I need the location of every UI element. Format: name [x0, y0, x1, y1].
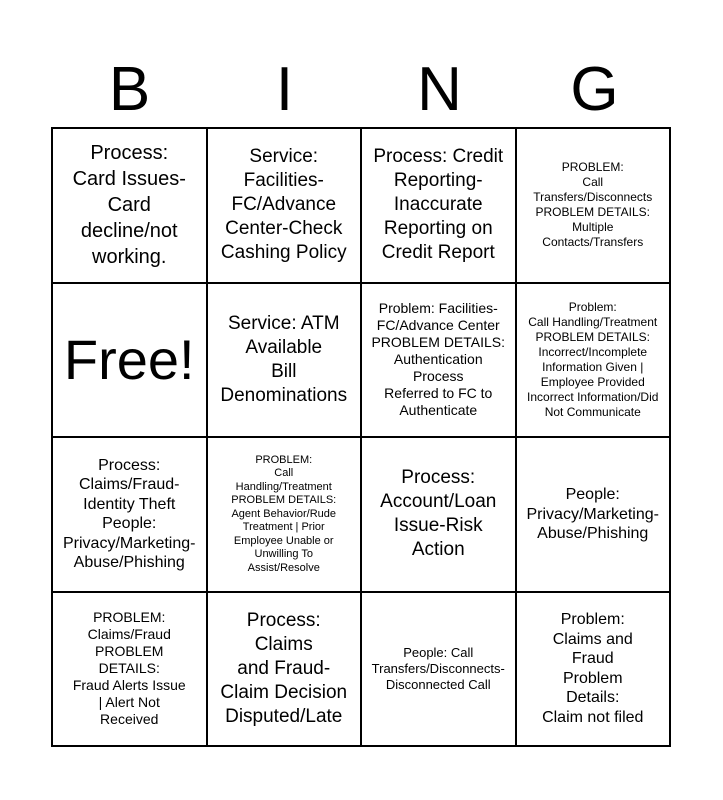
cell-text: PROBLEM: Call Transfers/Disconnects PROBLEM DETAILS: Multiple Contacts/Transfers	[533, 160, 653, 250]
cell-text: Problem: Claims and Fraud Problem Details: Claim not filed	[542, 611, 644, 726]
cell-text: PROBLEM: Call Handling/Treatment PROBLEM DETAILS: Agent Behavior/Rude Treatment | Prior Employee Unable or Unwilling To Assist/Resolve	[231, 453, 337, 574]
cell-text: People: Call Transfers/Disconnects- Disconnected Call	[371, 644, 505, 692]
bingo-header	[52, 52, 672, 128]
bingo-cell[interactable]	[362, 284, 517, 439]
cell-text: Process: Credit Reporting- Inaccurate Reporting on Credit Report	[373, 146, 504, 264]
bingo-cell[interactable]	[208, 129, 363, 284]
bingo-cell[interactable]	[53, 129, 208, 284]
cell-text: Service: ATM Available Bill Denominations	[220, 312, 348, 406]
bingo-cell[interactable]	[517, 593, 672, 748]
bingo-cell[interactable]	[53, 593, 208, 748]
bingo-cell[interactable]	[362, 438, 517, 593]
cell-text: Problem: Call Handling/Treatment PROBLEM DETAILS: Incorrect/Incomplete Information Given | Employee Provided Incorrect Information/Did Not Communicate	[527, 299, 659, 419]
header-letter-n: N	[417, 55, 462, 124]
bingo-board	[51, 127, 671, 747]
cell-text: Process: Account/Loan Issue-Risk Action	[380, 467, 497, 561]
free-space-cell[interactable]	[53, 284, 208, 439]
bingo-cell[interactable]	[208, 438, 363, 593]
free-space-text: Free!	[63, 327, 195, 391]
bingo-cell[interactable]	[208, 593, 363, 748]
bingo-cell[interactable]	[362, 129, 517, 284]
cell-text: Process: Claims and Fraud- Claim Decision Disputed/Late	[220, 609, 348, 727]
bingo-cell[interactable]	[517, 438, 672, 593]
bingo-cell[interactable]	[208, 284, 363, 439]
header-letter-i: I	[275, 55, 294, 124]
cell-text: Process: Claims/Fraud- Identity Theft People: Privacy/Marketing- Abuse/Phishing	[63, 456, 196, 572]
cell-text: Process: Card Issues- Card decline/not working.	[72, 142, 186, 269]
cell-text: PROBLEM: Claims/Fraud PROBLEM DETAILS: Fraud Alerts Issue | Alert Not Received	[72, 609, 186, 728]
bingo-cell[interactable]	[517, 284, 672, 439]
cell-text: Problem: Facilities- FC/Advance Center PROBLEM DETAILS: Authentication Process Referred to FC to Authenticate	[371, 300, 506, 419]
bingo-cell[interactable]	[362, 593, 517, 748]
bingo-cell[interactable]	[517, 129, 672, 284]
cell-text: Service: Facilities- FC/Advance Center-Check Cashing Policy	[220, 146, 347, 264]
bingo-cell[interactable]	[53, 438, 208, 593]
header-letter-g: G	[570, 55, 619, 124]
cell-text: People: Privacy/Marketing- Abuse/Phishing	[526, 486, 659, 542]
header-letter-b: B	[108, 55, 151, 124]
